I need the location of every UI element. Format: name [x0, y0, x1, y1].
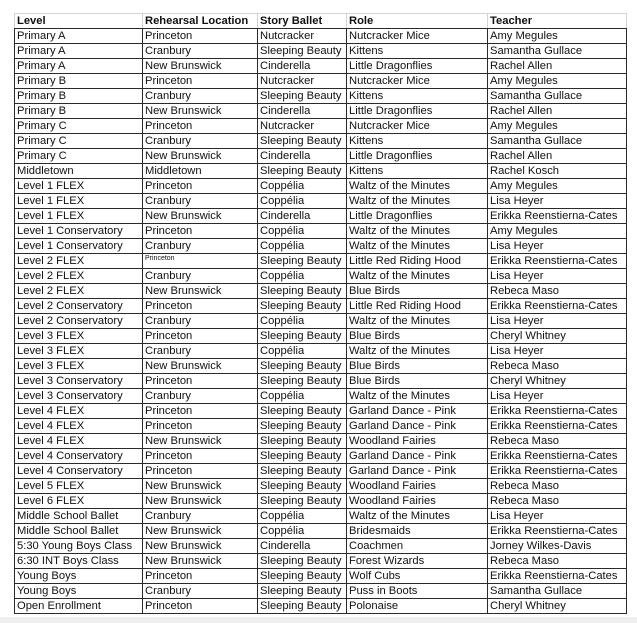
cell-teacher[interactable]: Erikka Reenstierna-Cates: [488, 254, 627, 269]
cell-role[interactable]: Waltz of the Minutes: [347, 239, 488, 254]
cell-rehearsal-location[interactable]: Princeton: [143, 449, 258, 464]
table-row: [15, 254, 627, 269]
cell-teacher[interactable]: Lisa Heyer: [488, 239, 627, 254]
cell-level[interactable]: Middle School Ballet: [15, 524, 143, 539]
cell-rehearsal-location[interactable]: Princeton: [143, 254, 258, 269]
table-row: [15, 374, 627, 389]
table-row: [15, 29, 627, 44]
cell-role[interactable]: Garland Dance - Pink: [347, 419, 488, 434]
cell-teacher[interactable]: Rebeca Maso: [488, 494, 627, 509]
cell-level[interactable]: Level 2 Conservatory: [15, 314, 143, 329]
table-row: [15, 584, 627, 599]
cell-story-ballet[interactable]: Sleeping Beauty: [258, 299, 347, 314]
cell-rehearsal-location[interactable]: New Brunswick: [143, 434, 258, 449]
cell-level[interactable]: Level 1 FLEX: [15, 179, 143, 194]
rehearsal-schedule-table: [14, 13, 627, 614]
cell-level[interactable]: Level 3 Conservatory: [15, 374, 143, 389]
cell-teacher[interactable]: Erikka Reenstierna-Cates: [488, 419, 627, 434]
cell-level[interactable]: Level 3 FLEX: [15, 344, 143, 359]
cell-level[interactable]: Level 1 FLEX: [15, 209, 143, 224]
cell-story-ballet[interactable]: Sleeping Beauty: [258, 134, 347, 149]
cell-level[interactable]: Middletown: [15, 164, 143, 179]
cell-level[interactable]: Level 4 Conservatory: [15, 464, 143, 479]
cell-teacher[interactable]: Amy Megules: [488, 74, 627, 89]
cell-rehearsal-location[interactable]: Princeton: [143, 404, 258, 419]
cell-role[interactable]: Blue Birds: [347, 284, 488, 299]
cell-role[interactable]: Woodland Fairies: [347, 494, 488, 509]
table-row: [15, 509, 627, 524]
cell-role[interactable]: Blue Birds: [347, 329, 488, 344]
cell-teacher[interactable]: Rachel Allen: [488, 149, 627, 164]
cell-story-ballet[interactable]: Coppélia: [258, 224, 347, 239]
table-body: [15, 29, 627, 614]
cell-role[interactable]: Kittens: [347, 164, 488, 179]
cell-teacher[interactable]: Amy Megules: [488, 119, 627, 134]
cell-story-ballet[interactable]: Coppélia: [258, 344, 347, 359]
cell-rehearsal-location[interactable]: New Brunswick: [143, 104, 258, 119]
cell-story-ballet[interactable]: Sleeping Beauty: [258, 374, 347, 389]
table-row: [15, 299, 627, 314]
cell-level[interactable]: Primary C: [15, 134, 143, 149]
spreadsheet: [14, 13, 627, 614]
cell-teacher[interactable]: Jorney Wilkes-Davis: [488, 539, 627, 554]
cell-role[interactable]: Kittens: [347, 44, 488, 59]
table-row: [15, 389, 627, 404]
table-row: [15, 464, 627, 479]
cell-role[interactable]: Waltz of the Minutes: [347, 179, 488, 194]
cell-level[interactable]: Level 3 FLEX: [15, 329, 143, 344]
table-row: [15, 449, 627, 464]
cell-rehearsal-location[interactable]: Cranbury: [143, 389, 258, 404]
cell-story-ballet[interactable]: Sleeping Beauty: [258, 494, 347, 509]
cell-role[interactable]: Waltz of the Minutes: [347, 314, 488, 329]
cell-level[interactable]: Primary C: [15, 149, 143, 164]
cell-role[interactable]: Little Dragonflies: [347, 104, 488, 119]
cell-role[interactable]: Little Red Riding Hood: [347, 254, 488, 269]
cell-level[interactable]: Level 1 Conservatory: [15, 239, 143, 254]
cell-level[interactable]: 5:30 Young Boys Class: [15, 539, 143, 554]
cell-level[interactable]: Level 6 FLEX: [15, 494, 143, 509]
cell-level[interactable]: Level 1 Conservatory: [15, 224, 143, 239]
cell-rehearsal-location[interactable]: New Brunswick: [143, 554, 258, 569]
cell-story-ballet[interactable]: Sleeping Beauty: [258, 554, 347, 569]
table-row: [15, 599, 627, 614]
cell-teacher[interactable]: Amy Megules: [488, 29, 627, 44]
cell-teacher[interactable]: Lisa Heyer: [488, 344, 627, 359]
table-row: [15, 269, 627, 284]
cell-teacher[interactable]: Rebeca Maso: [488, 359, 627, 374]
table-row: [15, 524, 627, 539]
cell-story-ballet[interactable]: Sleeping Beauty: [258, 44, 347, 59]
cell-teacher[interactable]: Lisa Heyer: [488, 194, 627, 209]
cell-teacher[interactable]: Rebeca Maso: [488, 284, 627, 299]
cell-level[interactable]: Level 4 Conservatory: [15, 449, 143, 464]
cell-story-ballet[interactable]: Sleeping Beauty: [258, 419, 347, 434]
table-row: [15, 479, 627, 494]
cell-story-ballet[interactable]: Sleeping Beauty: [258, 89, 347, 104]
cell-story-ballet[interactable]: Cinderella: [258, 539, 347, 554]
cell-rehearsal-location[interactable]: New Brunswick: [143, 209, 258, 224]
cell-role[interactable]: Coachmen: [347, 539, 488, 554]
cell-role[interactable]: Forest Wizards: [347, 554, 488, 569]
table-row: [15, 134, 627, 149]
cell-story-ballet[interactable]: Cinderella: [258, 149, 347, 164]
table-row: [15, 44, 627, 59]
cell-level[interactable]: Middle School Ballet: [15, 509, 143, 524]
cell-teacher[interactable]: Erikka Reenstierna-Cates: [488, 209, 627, 224]
cell-story-ballet[interactable]: Sleeping Beauty: [258, 284, 347, 299]
cell-role[interactable]: Bridesmaids: [347, 524, 488, 539]
cell-rehearsal-location[interactable]: Princeton: [143, 329, 258, 344]
table-row: [15, 284, 627, 299]
cell-role[interactable]: Kittens: [347, 134, 488, 149]
table-row: [15, 404, 627, 419]
cell-teacher[interactable]: Rachel Kosch: [488, 164, 627, 179]
cell-level[interactable]: Primary B: [15, 104, 143, 119]
table-row: [15, 59, 627, 74]
table-row: [15, 179, 627, 194]
cell-teacher[interactable]: Rachel Allen: [488, 104, 627, 119]
cell-teacher[interactable]: Rebeca Maso: [488, 434, 627, 449]
cell-teacher[interactable]: Amy Megules: [488, 179, 627, 194]
table-row: [15, 239, 627, 254]
table-row: [15, 104, 627, 119]
cell-role[interactable]: Nutcracker Mice: [347, 119, 488, 134]
cell-rehearsal-location[interactable]: Cranbury: [143, 584, 258, 599]
cell-teacher[interactable]: Erikka Reenstierna-Cates: [488, 569, 627, 584]
cell-story-ballet[interactable]: Sleeping Beauty: [258, 329, 347, 344]
bottom-gray-bar: [0, 617, 637, 623]
cell-level[interactable]: Primary A: [15, 29, 143, 44]
cell-story-ballet[interactable]: Nutcracker: [258, 119, 347, 134]
cell-story-ballet[interactable]: Coppélia: [258, 524, 347, 539]
cell-level[interactable]: Level 2 Conservatory: [15, 299, 143, 314]
cell-story-ballet[interactable]: Sleeping Beauty: [258, 599, 347, 614]
cell-rehearsal-location[interactable]: Princeton: [143, 464, 258, 479]
cell-teacher[interactable]: Rebeca Maso: [488, 479, 627, 494]
cell-rehearsal-location[interactable]: Princeton: [143, 119, 258, 134]
cell-level[interactable]: Young Boys: [15, 569, 143, 584]
cell-teacher[interactable]: Samantha Gullace: [488, 134, 627, 149]
cell-role[interactable]: Wolf Cubs: [347, 569, 488, 584]
cell-level[interactable]: Level 1 FLEX: [15, 194, 143, 209]
cell-story-ballet[interactable]: Sleeping Beauty: [258, 449, 347, 464]
cell-teacher[interactable]: Erikka Reenstierna-Cates: [488, 449, 627, 464]
table-row: [15, 314, 627, 329]
cell-teacher[interactable]: Rebeca Maso: [488, 554, 627, 569]
cell-level[interactable]: Level 2 FLEX: [15, 269, 143, 284]
cell-rehearsal-location[interactable]: Middletown: [143, 164, 258, 179]
cell-level[interactable]: Level 2 FLEX: [15, 284, 143, 299]
cell-role[interactable]: Waltz of the Minutes: [347, 224, 488, 239]
cell-story-ballet[interactable]: Nutcracker: [258, 74, 347, 89]
table-row: [15, 209, 627, 224]
cell-story-ballet[interactable]: Sleeping Beauty: [258, 584, 347, 599]
cell-level[interactable]: Primary B: [15, 74, 143, 89]
cell-rehearsal-location[interactable]: Cranbury: [143, 509, 258, 524]
cell-story-ballet[interactable]: Sleeping Beauty: [258, 254, 347, 269]
cell-level[interactable]: Level 2 FLEX: [15, 254, 143, 269]
cell-rehearsal-location[interactable]: Princeton: [143, 299, 258, 314]
cell-level[interactable]: Level 3 Conservatory: [15, 389, 143, 404]
cell-story-ballet[interactable]: Coppélia: [258, 314, 347, 329]
cell-rehearsal-location[interactable]: Princeton: [143, 29, 258, 44]
header-row: [15, 14, 627, 29]
cell-role[interactable]: Polonaise: [347, 599, 488, 614]
cell-rehearsal-location[interactable]: Princeton: [143, 179, 258, 194]
cell-role[interactable]: Little Dragonflies: [347, 149, 488, 164]
table-row: [15, 329, 627, 344]
cell-level[interactable]: Level 3 FLEX: [15, 359, 143, 374]
table-row: [15, 419, 627, 434]
table-row: [15, 434, 627, 449]
cell-role[interactable]: Nutcracker Mice: [347, 74, 488, 89]
cell-level[interactable]: Level 4 FLEX: [15, 404, 143, 419]
cell-level[interactable]: Young Boys: [15, 584, 143, 599]
cell-role[interactable]: Garland Dance - Pink: [347, 449, 488, 464]
cell-rehearsal-location[interactable]: Cranbury: [143, 344, 258, 359]
cell-story-ballet[interactable]: Coppélia: [258, 239, 347, 254]
cell-level[interactable]: 6:30 INT Boys Class: [15, 554, 143, 569]
cell-rehearsal-location[interactable]: New Brunswick: [143, 284, 258, 299]
cell-rehearsal-location[interactable]: Cranbury: [143, 89, 258, 104]
cell-level[interactable]: Level 4 FLEX: [15, 419, 143, 434]
table-row: [15, 149, 627, 164]
cell-rehearsal-location[interactable]: New Brunswick: [143, 539, 258, 554]
cell-teacher[interactable]: Lisa Heyer: [488, 509, 627, 524]
cell-level[interactable]: Level 5 FLEX: [15, 479, 143, 494]
cell-rehearsal-location[interactable]: New Brunswick: [143, 494, 258, 509]
cell-rehearsal-location[interactable]: Cranbury: [143, 269, 258, 284]
cell-role[interactable]: Kittens: [347, 89, 488, 104]
cell-rehearsal-location[interactable]: New Brunswick: [143, 359, 258, 374]
cell-role[interactable]: Woodland Fairies: [347, 479, 488, 494]
cell-teacher[interactable]: Lisa Heyer: [488, 269, 627, 284]
cell-story-ballet[interactable]: Sleeping Beauty: [258, 404, 347, 419]
cell-teacher[interactable]: Samantha Gullace: [488, 89, 627, 104]
cell-level[interactable]: Level 4 FLEX: [15, 434, 143, 449]
cell-story-ballet[interactable]: Coppélia: [258, 389, 347, 404]
header-level[interactable]: Level: [15, 14, 143, 29]
table-row: [15, 539, 627, 554]
cell-teacher[interactable]: Erikka Reenstierna-Cates: [488, 404, 627, 419]
cell-level[interactable]: Primary B: [15, 89, 143, 104]
cell-teacher[interactable]: Lisa Heyer: [488, 389, 627, 404]
cell-rehearsal-location[interactable]: New Brunswick: [143, 524, 258, 539]
cell-rehearsal-location[interactable]: New Brunswick: [143, 59, 258, 74]
cell-role[interactable]: Little Dragonflies: [347, 209, 488, 224]
cell-teacher[interactable]: Erikka Reenstierna-Cates: [488, 299, 627, 314]
cell-rehearsal-location[interactable]: Princeton: [143, 419, 258, 434]
cell-role[interactable]: Waltz of the Minutes: [347, 344, 488, 359]
cell-teacher[interactable]: Cheryl Whitney: [488, 599, 627, 614]
cell-role[interactable]: Garland Dance - Pink: [347, 464, 488, 479]
cell-rehearsal-location[interactable]: Princeton: [143, 599, 258, 614]
cell-role[interactable]: Waltz of the Minutes: [347, 269, 488, 284]
cell-role[interactable]: Blue Birds: [347, 359, 488, 374]
cell-story-ballet[interactable]: Sleeping Beauty: [258, 434, 347, 449]
cell-story-ballet[interactable]: Cinderella: [258, 209, 347, 224]
cell-story-ballet[interactable]: Nutcracker: [258, 29, 347, 44]
table-row: [15, 89, 627, 104]
table-row: [15, 194, 627, 209]
cell-teacher[interactable]: Rachel Allen: [488, 59, 627, 74]
cell-role[interactable]: Little Red Riding Hood: [347, 299, 488, 314]
table-row: [15, 359, 627, 374]
cell-rehearsal-location[interactable]: Princeton: [143, 569, 258, 584]
cell-level[interactable]: Open Enrollment: [15, 599, 143, 614]
table-row: [15, 494, 627, 509]
header-rehearsal-location[interactable]: Rehearsal Location: [143, 14, 258, 29]
cell-role[interactable]: Puss in Boots: [347, 584, 488, 599]
cell-rehearsal-location[interactable]: Cranbury: [143, 239, 258, 254]
cell-story-ballet[interactable]: Coppélia: [258, 179, 347, 194]
table-row: [15, 119, 627, 134]
cell-story-ballet[interactable]: Sleeping Beauty: [258, 479, 347, 494]
table-row: [15, 164, 627, 179]
cell-rehearsal-location[interactable]: Princeton: [143, 74, 258, 89]
cell-story-ballet[interactable]: Sleeping Beauty: [258, 464, 347, 479]
table-row: [15, 224, 627, 239]
cell-story-ballet[interactable]: Coppélia: [258, 194, 347, 209]
cell-role[interactable]: Woodland Fairies: [347, 434, 488, 449]
cell-rehearsal-location[interactable]: Princeton: [143, 374, 258, 389]
cell-teacher[interactable]: Erikka Reenstierna-Cates: [488, 524, 627, 539]
header-role[interactable]: Role: [347, 14, 488, 29]
header-story-ballet[interactable]: Story Ballet: [258, 14, 347, 29]
cell-rehearsal-location[interactable]: Princeton: [143, 224, 258, 239]
cell-teacher[interactable]: Lisa Heyer: [488, 314, 627, 329]
cell-story-ballet[interactable]: Sleeping Beauty: [258, 164, 347, 179]
cell-story-ballet[interactable]: Sleeping Beauty: [258, 359, 347, 374]
cell-role[interactable]: Garland Dance - Pink: [347, 404, 488, 419]
cell-role[interactable]: Waltz of the Minutes: [347, 194, 488, 209]
cell-rehearsal-location[interactable]: Cranbury: [143, 134, 258, 149]
table-row: [15, 554, 627, 569]
cell-role[interactable]: Waltz of the Minutes: [347, 509, 488, 524]
cell-role[interactable]: Waltz of the Minutes: [347, 389, 488, 404]
header-teacher[interactable]: Teacher: [488, 14, 627, 29]
cell-rehearsal-location[interactable]: Cranbury: [143, 44, 258, 59]
cell-teacher[interactable]: Samantha Gullace: [488, 44, 627, 59]
cell-rehearsal-location[interactable]: Cranbury: [143, 314, 258, 329]
cell-level[interactable]: Primary C: [15, 119, 143, 134]
cell-level[interactable]: Primary A: [15, 44, 143, 59]
cell-teacher[interactable]: Erikka Reenstierna-Cates: [488, 464, 627, 479]
cell-teacher[interactable]: Cheryl Whitney: [488, 374, 627, 389]
cell-story-ballet[interactable]: Cinderella: [258, 104, 347, 119]
table-row: [15, 74, 627, 89]
table-row: [15, 344, 627, 359]
table-row: [15, 569, 627, 584]
cell-rehearsal-location[interactable]: New Brunswick: [143, 149, 258, 164]
cell-story-ballet[interactable]: Coppélia: [258, 509, 347, 524]
cell-story-ballet[interactable]: Coppélia: [258, 269, 347, 284]
cell-level[interactable]: Primary A: [15, 59, 143, 74]
cell-rehearsal-location[interactable]: New Brunswick: [143, 479, 258, 494]
cell-teacher[interactable]: Cheryl Whitney: [488, 329, 627, 344]
cell-role[interactable]: Nutcracker Mice: [347, 29, 488, 44]
cell-role[interactable]: Blue Birds: [347, 374, 488, 389]
cell-role[interactable]: Little Dragonflies: [347, 59, 488, 74]
cell-rehearsal-location[interactable]: Cranbury: [143, 194, 258, 209]
cell-teacher[interactable]: Samantha Gullace: [488, 584, 627, 599]
cell-story-ballet[interactable]: Cinderella: [258, 59, 347, 74]
cell-teacher[interactable]: Amy Megules: [488, 224, 627, 239]
cell-story-ballet[interactable]: Sleeping Beauty: [258, 569, 347, 584]
